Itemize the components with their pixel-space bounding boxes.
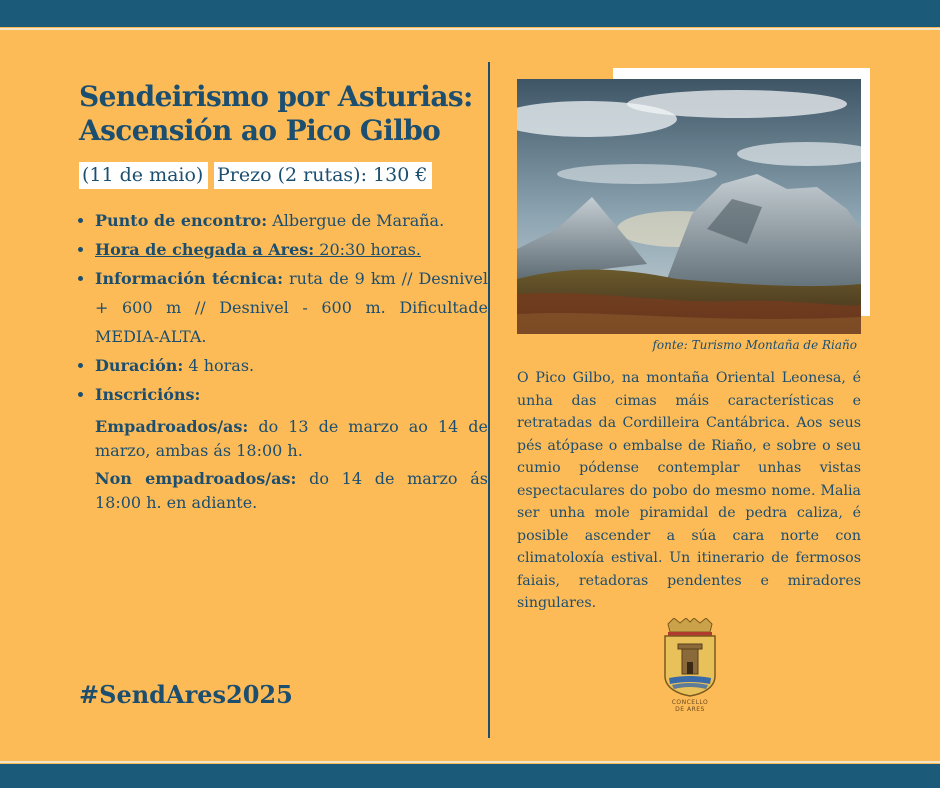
list-item-meeting	[95, 206, 488, 235]
hashtag: #SendAres2025	[79, 680, 293, 709]
arrival-value: 20:30 horas.	[314, 240, 421, 259]
page-title	[79, 80, 479, 148]
list-item-technical	[95, 264, 488, 351]
column-divider	[488, 62, 490, 738]
meeting-label: Punto de encontro:	[95, 211, 268, 230]
signup-label: Inscricións:	[95, 385, 201, 404]
crest-logo	[660, 618, 720, 713]
title-line-1: Sendeirismo por Asturias:	[79, 80, 473, 113]
registered-line	[95, 415, 488, 463]
mountain-photo	[517, 79, 861, 334]
tech-value: ruta de 9 km // Desnivel + 600 m // Desnivel - 600 m. Dificultade MEDIA-ALTA.	[95, 269, 489, 346]
price-tag: Prezo (2 rutas): 130 €	[214, 162, 432, 189]
description: O Pico Gilbo, na montaña Oriental Leonesa, é unha das cimas máis características e retratadas da Cordilleira Cantábrica. Aos seus pés atópase o embalse de Riaño, e sobre o seu cumio pódense contemplar unhas vistas espectaculares do pobo do mesmo nome. Malia ser unha mole piramidal de pedra caliza, é posible ascender a súa cara norte con climatoloxía estival. Un itinerario de fermosos faiais, retadoras pendentes e miradores singulares.	[517, 370, 861, 611]
crest-line-1: CONCELLO	[671, 699, 709, 706]
non-registered-value: do 14 de marzo ás 18:00 h. en adiante.	[95, 469, 489, 512]
top-band	[0, 0, 940, 27]
list-item-duration	[95, 351, 488, 380]
list-item-signup	[95, 380, 488, 515]
duration-label: Duración:	[95, 356, 184, 375]
bottom-band	[0, 764, 940, 788]
non-registered-label: Non empadroados/as:	[95, 469, 297, 488]
crest-line-2: DE ARES	[675, 706, 705, 713]
title-line-2: Ascensión ao Pico Gilbo	[79, 114, 441, 147]
list-item-arrival	[95, 235, 488, 264]
meeting-value: Albergue de Maraña.	[267, 211, 445, 230]
registered-label: Empadroados/as:	[95, 417, 249, 436]
non-registered-line	[95, 467, 488, 515]
mountain-photo-image	[517, 79, 861, 334]
tech-label: Información técnica:	[95, 269, 284, 288]
photo-caption: fonte: Turismo Montaña de Riaño	[652, 338, 857, 352]
duration-value: 4 horas.	[183, 356, 255, 375]
details-list	[75, 206, 488, 515]
date-tag: (11 de maio)	[79, 162, 208, 189]
registered-value: do 13 de marzo ao 14 de marzo, ambas ás 18:00 h.	[95, 417, 488, 460]
arrival-label: Hora de chegada a Ares:	[95, 240, 315, 259]
